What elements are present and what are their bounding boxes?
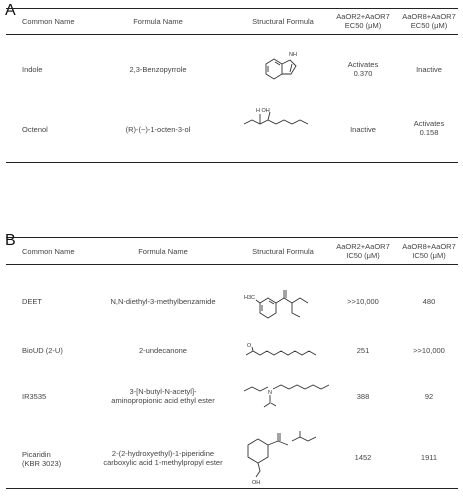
header-or2-line2: IC50 (μM) [346, 251, 380, 260]
header-common-name: Common Name [22, 247, 75, 256]
table-bottom-rule [6, 162, 458, 163]
header-or8-line2: EC50 (μM) [410, 21, 448, 30]
table-row-or8-line1: Activates [413, 119, 445, 128]
table-row-or2: 1452 [354, 453, 372, 462]
table-row-or8-line2: 0.158 [419, 128, 439, 137]
ir3535-structure [242, 375, 337, 415]
table-row-or8: 92 [424, 392, 434, 401]
table-row-or2: Inactive [350, 125, 376, 134]
header-common-name: Common Name [22, 17, 75, 26]
header-formula-name: Formula Name [133, 17, 183, 26]
table-row-or8: 480 [422, 297, 436, 306]
bioud-o-label: O [247, 343, 252, 349]
indole-nh-label: NH [289, 52, 297, 58]
table-row-formula-line2: carboxylic acid 1-methylpropyl ester [103, 458, 223, 467]
table-row-common: Octenol [22, 125, 48, 134]
table-row-or2: 388 [356, 392, 370, 401]
header-or2-line2: EC50 (μM) [344, 21, 382, 30]
table-row-formula-line1: 3-[N-butyl-N-acetyl]- [129, 387, 197, 396]
header-rule [6, 34, 458, 35]
table-row-common: IR3535 [22, 392, 47, 401]
table-row-formula-line1: 2-(2-hydroxyethyl)-1-piperidine [111, 449, 215, 458]
header-formula-name: Formula Name [138, 247, 188, 256]
table-top-rule [6, 237, 458, 238]
table-row-common: Indole [22, 65, 43, 74]
panel-a-table [6, 8, 458, 163]
picaridin-structure [242, 427, 337, 487]
table-row-formula-line2: aminopropionic acid ethyl ester [111, 396, 215, 405]
table-row-formula: N,N-diethyl-3-methylbenzamide [110, 297, 216, 306]
indole-structure [256, 42, 316, 92]
table-row-formula: 2-undecanone [139, 346, 187, 355]
deet-h3c-label: H3C [244, 295, 256, 301]
header-or8-line1: AaOR8+AaOR7 [402, 242, 456, 251]
table-row-formula: (R)-(−)-1-octen-3-ol [125, 125, 191, 134]
table-top-rule [6, 8, 458, 9]
panel-b-table [6, 237, 458, 489]
table-row-common-line2: (KBR 3023) [22, 459, 62, 468]
ir3535-n-label: N [268, 390, 272, 396]
table-row-or8: Inactive [416, 65, 442, 74]
picaridin-oh-label: OH [252, 480, 261, 486]
table-row-or2: >>10,000 [347, 297, 379, 306]
octenol-structure [238, 102, 338, 142]
table-row-or2-line1: Activates [347, 60, 379, 69]
table-row-or2: 251 [356, 346, 370, 355]
octenol-h-oh-label: H OH [256, 108, 270, 114]
header-or8-line2: IC50 (μM) [412, 251, 446, 260]
bioud-structure [244, 335, 334, 365]
table-bottom-rule [6, 488, 458, 489]
table-row-or8: 1911 [420, 453, 438, 462]
header-or8-line1: AaOR8+AaOR7 [402, 12, 456, 21]
table-row-common: DEET [22, 297, 43, 306]
table-row-common: BioUD (2-U) [22, 346, 63, 355]
panel-a-label: A [5, 2, 16, 19]
table-row-common: Picaridin [22, 450, 51, 459]
table-row-or8: >>10,000 [413, 346, 445, 355]
table-row-or2-line2: 0.370 [353, 69, 373, 78]
header-structural-formula: Structural Formula [252, 17, 314, 26]
header-structural-formula: Structural Formula [252, 247, 314, 256]
deet-structure [242, 283, 332, 331]
header-or2-line1: AaOR2+AaOR7 [336, 12, 390, 21]
header-or2-line1: AaOR2+AaOR7 [336, 242, 390, 251]
header-rule [6, 264, 458, 265]
table-row-formula: 2,3-Benzopyrrole [129, 65, 187, 74]
panel-b-label: B [5, 232, 16, 249]
